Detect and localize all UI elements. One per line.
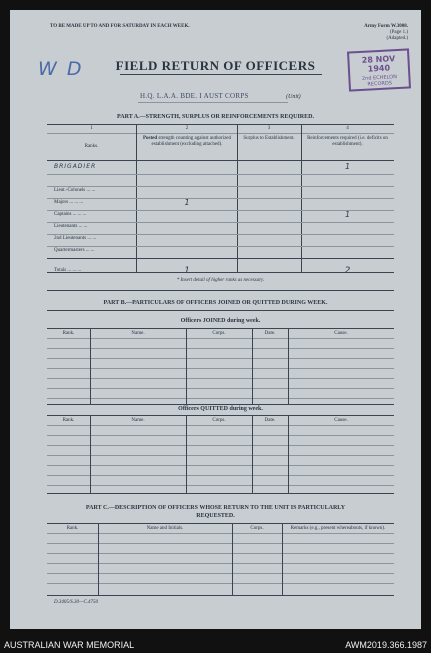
row-rule — [47, 186, 394, 187]
joined-col-header: Rank. — [62, 331, 75, 336]
stamp-text: 2nd ECHELON RECORDS — [361, 74, 398, 88]
caption-right: AWM2019.366.1987 — [345, 640, 427, 650]
table-col-rule — [288, 415, 289, 493]
rank-cell: Lieutenants ... ... — [54, 224, 88, 229]
unit-name: H.Q. L.A.A. BDE. I AUST CORPS — [140, 92, 249, 100]
table-col-rule — [282, 523, 283, 595]
reinf-cell: 1 — [344, 210, 351, 219]
table-bottom-rule — [47, 595, 394, 596]
header-instruction: TO BE MADE UP TO AND FOR SATURDAY IN EACH WEEK. — [50, 24, 190, 29]
joined-col-header: Cause. — [334, 331, 348, 336]
row-rule — [47, 234, 394, 235]
form-variant: (Adapted.) — [386, 36, 408, 41]
table-header-rule — [47, 338, 394, 339]
stamp-date: 28 NOV 1940 — [361, 54, 396, 74]
row-rule — [47, 210, 394, 211]
table-row-rule — [47, 388, 394, 389]
header-ranks: Ranks. — [84, 144, 99, 149]
quitted-col-header: Date. — [264, 418, 276, 423]
table-row-rule — [47, 455, 394, 456]
rank-cell: BRIGADIER — [54, 163, 97, 170]
table-col-rule — [186, 328, 187, 404]
rank-cell: Captains ... ... ... — [54, 212, 87, 217]
header-posted-bold: Posted — [142, 136, 158, 141]
header-posted — [141, 136, 233, 148]
col-num-2: 2 — [185, 126, 189, 131]
header-surplus: Surplus to Establishment. — [243, 136, 295, 141]
rank-cell: Lieut.-Colonels ... ... — [54, 188, 96, 193]
part-a-footnote: * Insert detail of higher ranks as necessary. — [176, 278, 265, 283]
handwritten-mark: W D — [38, 58, 84, 80]
table-bottom-rule — [47, 493, 394, 494]
part-c-heading-line2: REQUESTED. — [196, 513, 235, 519]
part-c-col-header: Corps. — [250, 526, 264, 531]
header-posted-rest: strength counting against authorized establishment (excluding attached). — [151, 136, 232, 147]
quitted-col-header: Rank. — [62, 418, 75, 423]
joined-col-header: Corps. — [212, 331, 226, 336]
table-row-rule — [47, 485, 394, 486]
table-row-rule — [47, 553, 394, 554]
quitted-col-header: Name. — [131, 418, 145, 423]
quitted-col-header: Cause. — [334, 418, 348, 423]
table-col-rule — [252, 415, 253, 493]
joined-col-header: Name. — [131, 331, 145, 336]
joined-col-header: Date. — [264, 331, 276, 336]
table-col-rule — [90, 328, 91, 404]
table-col-rule — [90, 415, 91, 493]
rank-cell: 2nd Lieutenants ... ... — [54, 236, 97, 241]
form-page: (Page 1.) — [389, 30, 408, 35]
totals-reinf: 2 — [344, 266, 351, 276]
table-row-rule — [47, 398, 394, 399]
table-row-rule — [47, 543, 394, 544]
table-col-rule — [186, 415, 187, 493]
table-col-rule — [288, 328, 289, 404]
unit-label: (Unit) — [286, 94, 301, 100]
table-row-rule — [47, 563, 394, 564]
rank-cell: Majors ... ... ... — [54, 200, 84, 205]
joined-title: Officers JOINED during week. — [180, 318, 261, 324]
col-num-3: 3 — [267, 126, 271, 131]
table-row-rule — [47, 378, 394, 379]
totals-posted: 1 — [184, 266, 190, 276]
part-c-col-header: Name and Initials. — [146, 526, 184, 531]
totals-label: Totals ... ... ... — [54, 268, 82, 273]
totals-rule — [47, 258, 394, 259]
col-num-1: 1 — [90, 126, 93, 131]
rank-cell: Quartermasters ... ... — [54, 248, 95, 253]
header-reinforcements: Reinforcements required (i.e. deficits on establishment). — [307, 136, 388, 147]
part-c-col-header: Rank. — [66, 526, 79, 531]
table-row-rule — [47, 445, 394, 446]
reinf-cell: 1 — [344, 162, 351, 171]
form-sheet — [10, 10, 421, 629]
table-col-rule — [98, 523, 99, 595]
part-c-col-header: Remarks (e.g., present whereabouts, if known). — [290, 526, 386, 531]
form-number: Army Form W.3008. — [364, 24, 408, 29]
table-header-rule — [47, 533, 394, 534]
caption-left: AUSTRALIAN WAR MEMORIAL — [4, 640, 135, 650]
table-bottom-rule — [47, 404, 394, 405]
table-header-rule — [47, 425, 394, 426]
col-num-4: 4 — [346, 126, 349, 131]
table-row-rule — [47, 348, 394, 349]
table-row-rule — [47, 368, 394, 369]
part-a-heading: PART A.—STRENGTH, SURPLUS OR REINFORCEMENTS REQUIRED. — [117, 114, 314, 120]
row-rule — [47, 246, 394, 247]
quitted-col-header: Corps. — [212, 418, 226, 423]
table-row-rule — [47, 573, 394, 574]
part-b-heading: PART B.—PARTICULARS OF OFFICERS JOINED OR QUITTED DURING WEEK. — [103, 300, 328, 306]
caption-bar — [0, 631, 431, 653]
table-row-rule — [47, 475, 394, 476]
posted-cell: 1 — [184, 198, 190, 207]
printer-code: D.3405/S.30—C.4750 — [54, 600, 99, 605]
quitted-title: Officers QUITTED during week. — [178, 406, 263, 412]
table-row-rule — [47, 358, 394, 359]
part-c-heading-line1: PART C.—DESCRIPTION OF OFFICERS WHOSE RETURN TO THE UNIT IS PARTICULARLY — [85, 505, 346, 511]
row-rule — [47, 222, 394, 223]
table-row-rule — [47, 465, 394, 466]
row-rule — [47, 198, 394, 199]
table-col-rule — [252, 328, 253, 404]
table-col-rule — [232, 523, 233, 595]
page-title: FIELD RETURN OF OFFICERS — [115, 58, 316, 73]
table-row-rule — [47, 583, 394, 584]
table-row-rule — [47, 435, 394, 436]
row-rule — [47, 174, 394, 175]
